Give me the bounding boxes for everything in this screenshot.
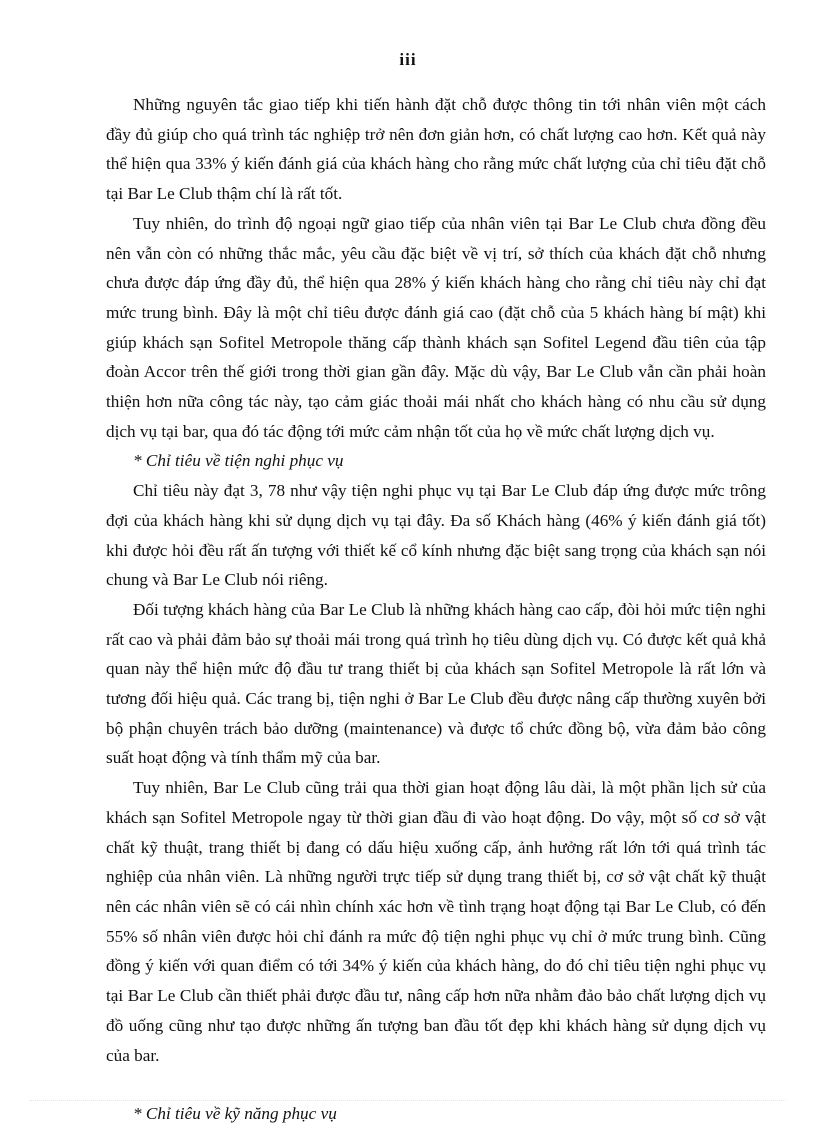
paragraph-facilities-issues: Tuy nhiên, Bar Le Club cũng trải qua thời gian hoạt động lâu dài, là một phần lịch sử của khách sạn Sofitel Metropole ngay từ thời gian đầu đi vào hoạt động. Do vậy, một số cơ sở vật chất kỹ thuật, trang thiết bị đang có dấu hiệu xuống cấp, ảnh hưởng rất lớn tới quá trình tác nghiệp của nhân viên. Là những người trực tiếp sử dụng trang thiết bị, cơ sở vật chất kỹ thuật nên các nhân viên sẽ có cái nhìn chính xác hơn về tình trạng hoạt động tại Bar Le Club, có đến 55% số nhân viên được hỏi chỉ đánh ra mức độ tiện nghi phục vụ chỉ ở mức trung bình. Cũng đồng ý kiến với quan điểm có tới 34% ý kiến của khách hàng, do đó chỉ tiêu tiện nghi phục vụ tại Bar Le Club cần thiết phải được đầu tư, nâng cấp hơn nữa nhằm đảo bảo chất lượng dịch vụ đồ uống cũng như tạo được những ấn tượng ban đầu tốt đẹp khi khách hàng sử dụng dịch vụ của bar. <box>106 778 766 1065</box>
paragraph-booking-limitations: Tuy nhiên, do trình độ ngoại ngữ giao tiếp của nhân viên tại Bar Le Club chưa đồng đều nên vẫn còn có những thắc mắc, yêu cầu đặc biệt về vị trí, sở thích của khách đặt chỗ nhưng chưa được đáp ứng đầy đủ, thể hiện qua 28% ý kiến khách hàng cho rằng chỉ tiêu này chỉ đạt mức trung bình. Đây là một chỉ tiêu được đánh giá cao (đặt chỗ của 5 khách hàng bí mật) khi giúp khách sạn Sofitel Metropole thăng cấp thành khách sạn Sofitel Legend đầu tiên của tập đoàn Accor trên thế giới trong thời gian gần đây. Mặc dù vậy, Bar Le Club vẫn cần phải hoàn thiện hơn nữa công tác này, tạo cảm giác thoải mái nhất cho khách hàng có nhu cầu sử dụng dịch vụ tại bar, qua đó tác động tới mức cảm nhận tốt của họ về mức chất lượng dịch vụ. <box>106 213 766 441</box>
paragraph-facilities-score: Chỉ tiêu này đạt 3, 78 như vậy tiện nghi phục vụ tại Bar Le Club đáp ứng được mức trông đợi của khách hàng khi sử dụng dịch vụ tại đây. Đa số Khách hàng (46% ý kiến đánh giá tốt) khi được hỏi đều rất ấn tượng với thiết kế cổ kính nhưng đặc biệt sang trọng của khách sạn nói chung và Bar Le Club nói riêng. <box>106 481 766 590</box>
paragraph-booking-result: Những nguyên tắc giao tiếp khi tiến hành đặt chỗ được thông tin tới nhân viên một cách đầy đủ giúp cho quá trình tác nghiệp trở nên đơn giản hơn, có chất lượng cao hơn. Kết quả này thể hiện qua 33% ý kiến đánh giá của khách hàng cho rằng mức chất lượng của chỉ tiêu đặt chỗ tại Bar Le Club thậm chí là rất tốt. <box>106 95 766 204</box>
document-body <box>106 90 766 1129</box>
paragraph-facilities-customers: Đối tượng khách hàng của Bar Le Club là những khách hàng cao cấp, đòi hỏi mức tiện nghi rất cao và phải đảm bảo sự thoải mái trong quá trình họ tiêu dùng dịch vụ. Có được kết quả khả quan này thể hiện mức độ đầu tư trang thiết bị của khách sạn Sofitel Metropole là rất lớn và tương đối hiệu quả. Các trang bị, tiện nghi ở Bar Le Club đều được nâng cấp thường xuyên bởi bộ phận chuyên trách bảo dưỡng (maintenance) và được tổ chức đồng bộ, vừa đảm bảo công suất hoạt động và tính thẩm mỹ của bar. <box>106 599 766 768</box>
page-number: iii <box>399 50 417 69</box>
section-heading-service-skills: * Chỉ tiêu về kỹ năng phục vụ <box>133 1104 337 1124</box>
page-bottom-divider <box>30 1100 786 1101</box>
section-heading-facilities: * Chỉ tiêu về tiện nghi phục vụ <box>133 451 344 471</box>
